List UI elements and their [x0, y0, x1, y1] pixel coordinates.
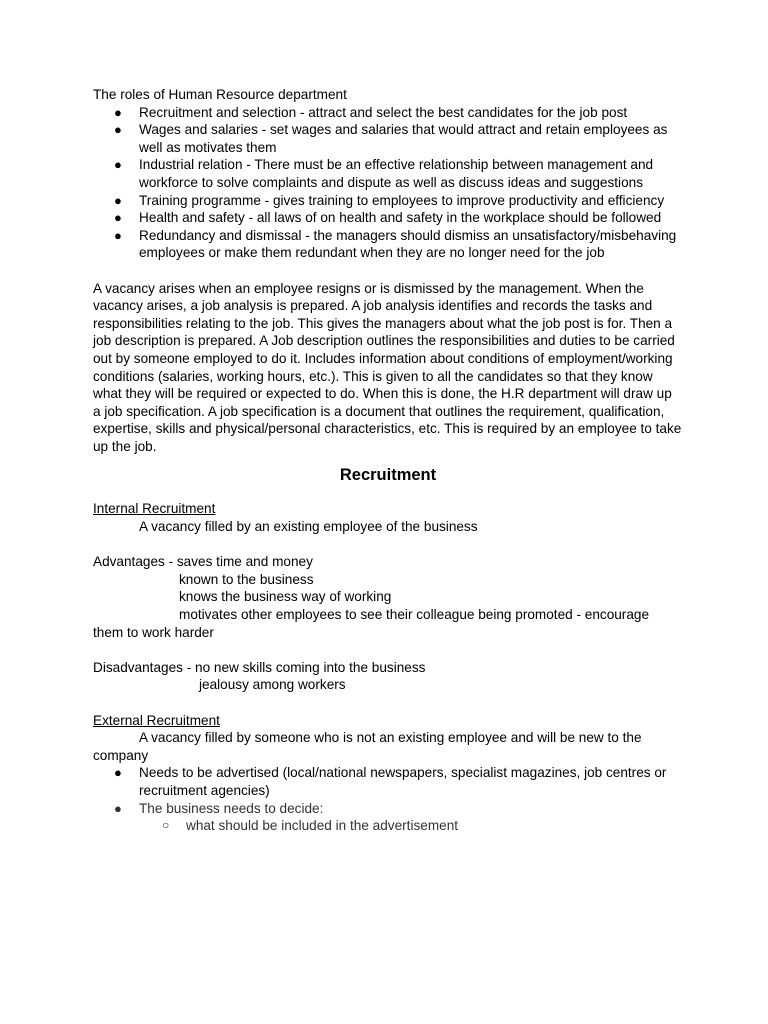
external-definition: A vacancy filled by someone who is not an existing employee and will be new to the	[139, 730, 642, 746]
list-item: ● Needs to be advertised (local/national newspapers, specialist magazines, job centres or recruitment agencies)	[114, 765, 667, 798]
recruitment-heading: Recruitment	[339, 466, 437, 485]
bullet-icon: ●	[114, 227, 122, 243]
advantages-label: Advantages - saves time and money	[93, 554, 313, 570]
external-definition-wrap: company	[93, 747, 149, 763]
list-item: ● Wages and salaries - set wages and salaries that would attract and retain employees as well as motivates them	[114, 122, 668, 155]
bullet-icon: ●	[114, 765, 122, 781]
advantage-item-wrap: them to work harder	[93, 624, 214, 640]
roles-list	[93, 104, 683, 262]
spacer	[93, 641, 683, 659]
disadvantages-label: Disadvantages - no new skills coming into the business	[93, 659, 426, 675]
spacer	[93, 536, 683, 554]
spacer	[93, 262, 683, 280]
internal-recruitment-title: Internal Recruitment	[93, 501, 216, 517]
bullet-icon: ●	[114, 800, 122, 816]
list-item: ● Redundancy and dismissal - the managers should dismiss an unsatisfactory/misbehaving employees or make them redundant when they are no longer need for the job	[114, 227, 677, 261]
document-content	[93, 86, 683, 835]
advantage-item: knows the business way of working	[179, 589, 392, 605]
circle-bullet-icon: ○	[162, 818, 170, 833]
disadvantage-item: jealousy among workers	[199, 677, 346, 693]
list-item: ● Recruitment and selection - attract and select the best candidates for the job post	[114, 104, 628, 120]
list-item: ● Health and safety - all laws of on health and safety in the workplace should be followed	[114, 210, 662, 226]
bullet-icon: ●	[114, 122, 122, 138]
list-item: ● Industrial relation - There must be an effective relationship between management and workforce to solve complaints and dispute as well as discuss ideas and suggestions	[114, 157, 654, 190]
advantage-item: known to the business	[179, 571, 314, 587]
external-list	[93, 764, 683, 817]
vacancy-paragraph: A vacancy arises when an employee resigns or is dismissed by the management. When the vacancy arises, a job analysis is prepared. A job analysis identifies and records the tasks and responsibilities relating to the job. This gives the managers about what the job post is for. Then a job description is prepared. A Job description outlines the responsibilities and duties to be carried out by someone employed to do it. Includes information about conditions of employment/working conditions (salaries, working hours, etc.). This is given to all the candidates so that they know what they will be required or expected to do. When this is done, the H.R department will draw up a job specification. A job specification is a document that outlines the requirement, qualification, expertise, skills and physical/personal characteristics, etc. This is required by an employee to take up the job.	[93, 280, 682, 454]
internal-definition: A vacancy filled by an existing employee of the business	[139, 519, 478, 535]
advantage-item: motivates other employees to see their colleague being promoted - encourage	[179, 607, 650, 623]
list-item: ○ what should be included in the advertisement	[162, 818, 459, 834]
external-sub-list	[93, 817, 683, 835]
bullet-icon: ●	[114, 104, 122, 120]
roles-title: The roles of Human Resource department	[93, 87, 347, 102]
list-item: ● The business needs to decide:	[114, 800, 324, 816]
list-item: ● Training programme - gives training to employees to improve productivity and efficiency	[114, 192, 665, 208]
bullet-icon: ●	[114, 210, 122, 226]
external-recruitment-title: External Recruitment	[93, 712, 220, 728]
bullet-icon: ●	[114, 192, 122, 208]
spacer	[93, 694, 683, 712]
bullet-icon: ●	[114, 157, 122, 173]
